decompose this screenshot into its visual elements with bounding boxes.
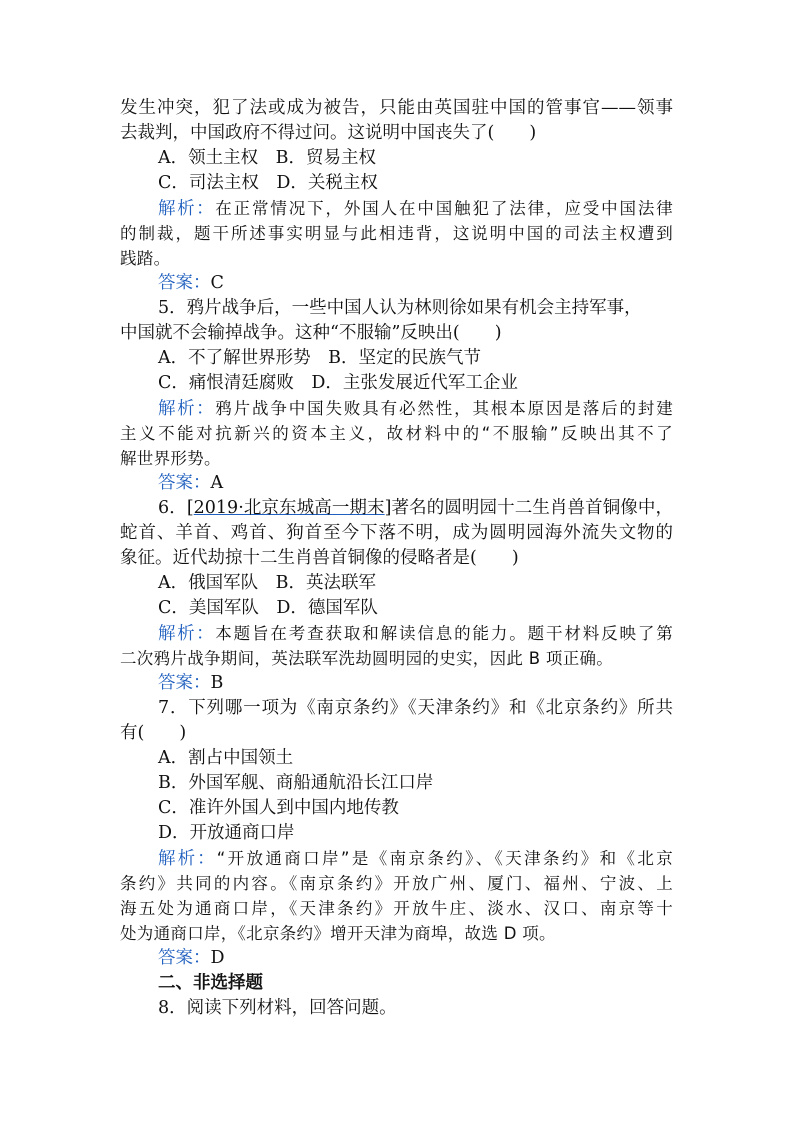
answer-label: 答案： [158, 473, 211, 493]
q6-stem-line-2: 蛇首、羊首、鸡首、狗首至今下落不明，成为圆明园海外流失文物的 [120, 523, 673, 543]
q6-stem-line-3: 象征。近代劫掠十二生肖兽首铜像的侵略者是( ) [120, 548, 519, 568]
q7-option-d: D．开放通商口岸 [158, 823, 295, 843]
answer-label: 答案： [158, 273, 211, 293]
q4-answer [158, 271, 673, 296]
q7-analysis-line-1 [158, 846, 673, 871]
q5-options-cd: C．痛恨清廷腐败 D．主张发展近代军工企业 [158, 373, 518, 393]
q7-analysis-text: “开放通商口岸”是《南京条约》、《天津条约》和《北京 [216, 849, 673, 868]
analysis-label: 解析： [158, 849, 217, 869]
answer-label: 答案： [158, 948, 211, 968]
q6-analysis-text: 本题旨在考查获取和解读信息的能力。题干材料反映了第 [215, 624, 674, 643]
q6-analysis-line-1 [158, 621, 673, 646]
q6-options-ab: A．俄国军队 B．英法联军 [158, 573, 376, 593]
q5-answer [158, 471, 673, 496]
q5-analysis-line-3: 解世界形势。 [120, 449, 221, 468]
q4-analysis-line-2: 的制裁，题干所述事实明显与此相违背，这说明中国的司法主权遭到 [120, 224, 673, 243]
q7-option-a: A．割占中国领土 [158, 748, 294, 768]
q4-options-ab: A．领土主权 B．贸易主权 [158, 148, 376, 168]
q5-options-ab: A．不了解世界形势 B．坚定的民族气节 [158, 348, 481, 368]
q5-analysis-line-2: 主义不能对抗新兴的资本主义，故材料中的“不服输”反映出其不了 [120, 424, 673, 443]
q6-analysis-line-2: 二次鸦片战争期间，英法联军洗劫圆明园的史实，因此 B 项正确。 [120, 649, 614, 668]
q5-stem-line-1: 5．鸦片战争后，一些中国人认为林则徐如果有机会主持军事， [158, 298, 642, 318]
q4-stem-line-2: 去裁判，中国政府不得过问。这说明中国丧失了( ) [120, 123, 537, 143]
q8-stem-line-1: 8．阅读下列材料，回答问题。 [158, 998, 397, 1018]
q7-analysis-line-3: 海五处为通商口岸，《天津条约》开放牛庄、淡水、汉口、南京等十 [120, 899, 673, 918]
q6-number: 6．[ [158, 498, 194, 518]
q4-stem-line-1: 发生冲突，犯了法或成为被告，只能由英国驻中国的管事官——领事 [120, 98, 673, 118]
q7-analysis-line-4: 处为通商口岸，《北京条约》增开天津为商埠，故选 D 项。 [120, 924, 556, 943]
q4-answer-value: C [210, 273, 224, 293]
analysis-label: 解析： [158, 199, 216, 219]
q6-stem-line-1 [158, 496, 673, 521]
q4-analysis-line-3: 践踏。 [120, 249, 171, 268]
analysis-label: 解析： [158, 399, 216, 419]
q6-stem-text: ]著名的圆明园十二生肖兽首铜像中， [384, 498, 673, 518]
q6-answer [158, 671, 673, 696]
q7-option-c: C．准许外国人到中国内地传教 [158, 798, 399, 818]
q7-stem-line-1: 7．下列哪一项为《南京条约》《天津条约》和《北京条约》所共 [158, 698, 673, 718]
q5-analysis-text: 鸦片战争中国失败具有必然性，其根本原因是落后的封建 [215, 399, 674, 418]
q6-options-cd: C．美国军队 D．德国军队 [158, 598, 378, 618]
q7-stem-line-2: 有( ) [120, 723, 187, 743]
q5-stem-line-2: 中国就不会输掉战争。这种“不服输”反映出( ) [120, 323, 502, 343]
section-heading: 二、非选择题 [158, 973, 263, 993]
q4-analysis-line-1 [158, 196, 673, 221]
q7-answer-value: D [210, 948, 225, 968]
q6-source-tag: 2019·北京东城高一期末 [193, 498, 385, 518]
q7-option-b: B．外国军舰、商船通航沿长江口岸 [158, 773, 434, 793]
q6-answer-value: B [210, 673, 224, 693]
analysis-label: 解析： [158, 624, 216, 644]
q7-answer [158, 946, 673, 971]
answer-label: 答案： [158, 673, 211, 693]
q5-answer-value: A [210, 473, 224, 493]
q4-analysis-text: 在正常情况下，外国人在中国触犯了法律，应受中国法律 [215, 199, 674, 218]
q7-analysis-line-2: 条约》共同的内容。《南京条约》开放广州、厦门、福州、宁波、上 [120, 874, 673, 893]
q4-options-cd: C．司法主权 D．关税主权 [158, 173, 378, 193]
q5-analysis-line-1 [158, 396, 673, 421]
